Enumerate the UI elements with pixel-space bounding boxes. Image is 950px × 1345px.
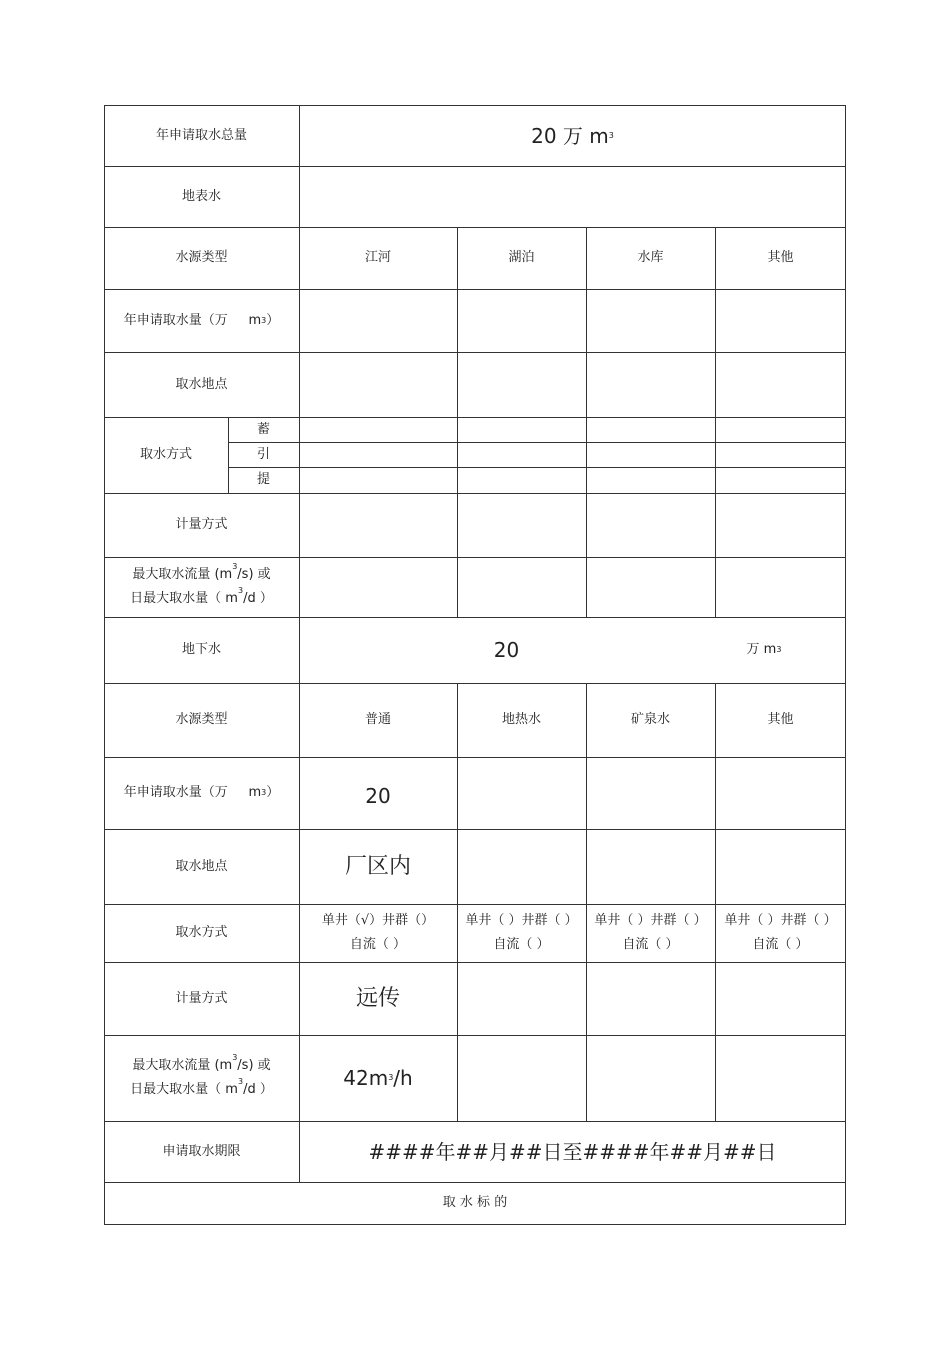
- ground-location-label: 取水地点: [175, 858, 228, 874]
- target-label: 取 水 标 的: [442, 1195, 508, 1210]
- ground-source-type-label: 水源类型: [175, 712, 228, 727]
- ground-type-mineral: 矿泉水: [630, 712, 670, 727]
- surface-maxflow-line2a: 日最大取水量（ m: [130, 591, 238, 606]
- ground-method-geothermal-line1: 单井（ ）井群（ ）: [465, 913, 578, 928]
- ground-annual-unit: m: [248, 785, 262, 800]
- water-permit-form: [104, 105, 846, 1225]
- surface-type-other: 其他: [767, 250, 794, 265]
- surface-annual-text: 年申请取水量（万: [123, 312, 228, 328]
- ground-annual-label: 年申请取水量（万 m 3 ）: [104, 757, 299, 829]
- surface-type-river: 江河: [364, 250, 391, 265]
- surface-maxflow-line2b: /d ）: [243, 591, 273, 606]
- ground-water-unit-text: 万 m: [746, 642, 777, 657]
- surface-annual-close: ）: [266, 312, 280, 328]
- ground-maxflow-line2a: 日最大取水量（ m: [130, 1082, 238, 1097]
- ground-method-normal-line1: 单井（√）井群（）: [321, 913, 435, 928]
- surface-maxflow-sup2: 3: [237, 586, 244, 595]
- ground-maxflow-line1: [132, 1054, 270, 1078]
- surface-metering-label: 计量方式: [175, 517, 228, 532]
- surface-annual-label: 年申请取水量（万 m 3 ）: [104, 289, 299, 352]
- ground-method-mineral-line1: 单井（ ）井群（ ）: [594, 913, 707, 928]
- total-label: 年申请取水总量: [155, 127, 247, 143]
- ground-water-unit: 万 m 3: [729, 617, 799, 683]
- surface-maxflow-label: [104, 557, 299, 617]
- ground-maxflow-sup1: 3: [232, 1053, 238, 1062]
- ground-maxflow-line2: [130, 1078, 273, 1102]
- ground-maxflow-value-a: 42m: [343, 1066, 389, 1090]
- row-divider: [228, 442, 846, 443]
- surface-water-header: 地表水: [181, 188, 221, 204]
- ground-type-normal: 普通: [364, 712, 391, 727]
- total-value-text: 20 万 m: [531, 123, 609, 148]
- surface-method-store: 蓄: [256, 421, 270, 437]
- ground-metering-value: 远传: [355, 985, 400, 1011]
- ground-maxflow-value-b: /h: [393, 1066, 413, 1090]
- ground-method-label: 取水方式: [175, 925, 228, 940]
- surface-maxflow-line1a: 最大取水流量 (m: [132, 567, 233, 582]
- ground-method-other-line2: 自流（ ）: [752, 937, 809, 952]
- border-bottom: [104, 1224, 846, 1225]
- ground-maxflow-line1a: 最大取水流量 (m: [132, 1058, 233, 1073]
- ground-method-other-line1: 单井（ ）井群（ ）: [724, 913, 837, 928]
- ground-annual-text: 年申请取水量（万: [123, 785, 228, 800]
- surface-location-label: 取水地点: [175, 376, 228, 392]
- surface-method-label: 取水方式: [139, 447, 192, 462]
- ground-type-geothermal: 地热水: [501, 712, 541, 727]
- ground-method-other: [715, 904, 846, 962]
- ground-water-amount: 20: [493, 638, 520, 662]
- total-value: 20 万 m 3: [531, 123, 614, 148]
- ground-annual-close: ）: [266, 785, 280, 800]
- ground-method-mineral: [586, 904, 715, 962]
- period-label: 申请取水期限: [162, 1143, 241, 1159]
- surface-method-divert: 引: [256, 446, 270, 462]
- surface-source-type-label: 水源类型: [175, 250, 228, 265]
- ground-maxflow-value: 42m 3 /h: [343, 1066, 413, 1090]
- surface-maxflow-line1b: /s) 或: [237, 567, 271, 582]
- surface-type-reservoir: 水库: [637, 250, 664, 265]
- ground-maxflow-label: [104, 1035, 299, 1121]
- ground-location-value: 厂区内: [344, 853, 411, 879]
- ground-type-other: 其他: [767, 712, 794, 727]
- ground-method-normal-line2: 自流（ ）: [349, 937, 407, 952]
- ground-method-geothermal: [457, 904, 586, 962]
- surface-maxflow-line1: [132, 563, 270, 587]
- surface-annual-unit: m: [248, 312, 262, 328]
- ground-method-normal: [299, 904, 457, 962]
- ground-metering-label: 计量方式: [175, 990, 228, 1006]
- ground-annual-value: 20: [365, 784, 391, 808]
- ground-maxflow-sup2: 3: [237, 1077, 244, 1086]
- surface-maxflow-line2: [130, 587, 273, 611]
- ground-method-geothermal-line2: 自流（ ）: [493, 937, 550, 952]
- row-divider: [228, 467, 846, 468]
- ground-maxflow-line1b: /s) 或: [237, 1058, 271, 1073]
- ground-method-mineral-line2: 自流（ ）: [622, 937, 679, 952]
- surface-maxflow-sup1: 3: [232, 562, 238, 571]
- ground-maxflow-line2b: /d ）: [243, 1082, 273, 1097]
- ground-water-header: 地下水: [181, 642, 221, 657]
- period-value: ####年##月##日至####年##月##日: [368, 1139, 777, 1164]
- surface-method-lift: 提: [256, 472, 270, 487]
- surface-type-lake: 湖泊: [508, 250, 535, 265]
